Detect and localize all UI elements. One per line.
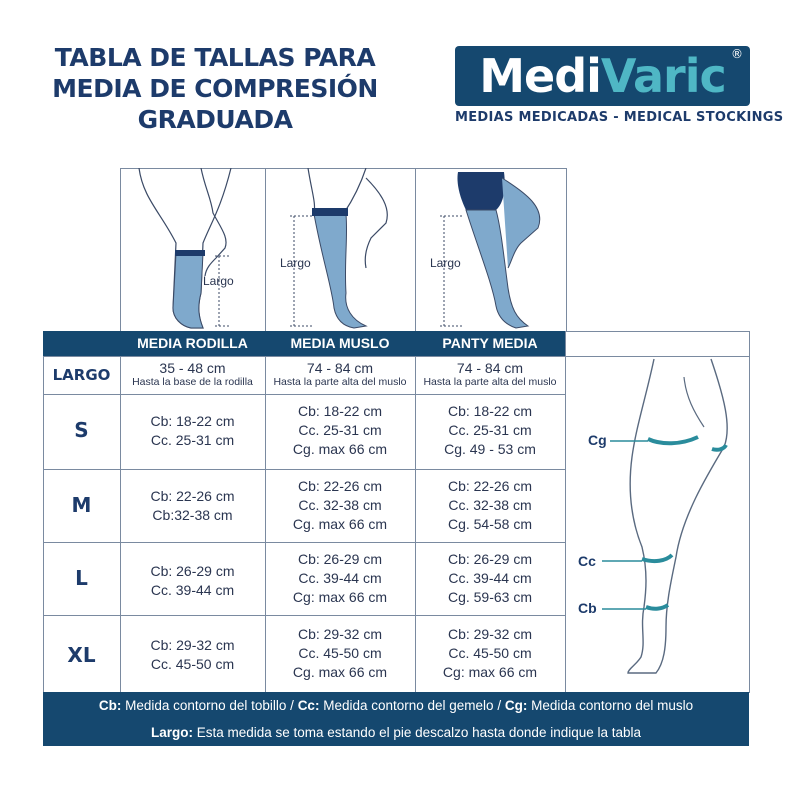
- largo-value: 74 - 84 cm: [456, 360, 524, 376]
- largo-value: 35 - 48 cm: [159, 360, 226, 376]
- largo-cell: [415, 360, 565, 388]
- cell-line: Cg. 59-63 cm: [447, 589, 533, 605]
- title-line-2: MEDIA DE COMPRESIÓN: [52, 74, 378, 103]
- legend-label-cc: Cc: [578, 553, 596, 569]
- column-header-panty-media: PANTY MEDIA: [442, 335, 538, 351]
- table-cell: [265, 625, 415, 682]
- cell-line: Cb: 22-26 cm: [447, 478, 533, 494]
- cell-line: Cg. 49 - 53 cm: [444, 441, 536, 457]
- largo-note: Hasta la parte alta del muslo: [423, 376, 557, 388]
- cell-line: Cc. 25-31 cm: [448, 422, 532, 438]
- cell-line: Cb: 18-22 cm: [447, 403, 533, 419]
- brand-tagline: MEDIAS MEDICADAS - MEDICAL STOCKINGS: [455, 110, 784, 125]
- cell-line: Cb: 29-32 cm: [447, 626, 533, 642]
- cell-line: Cc. 32-38 cm: [448, 497, 532, 513]
- table-cell: [120, 636, 265, 674]
- row-label-size-m: M: [71, 493, 92, 517]
- cell-line: Cc. 45-50 cm: [298, 645, 382, 661]
- cell-line: Cb: 18-22 cm: [297, 403, 383, 419]
- cell-line: Cc. 39-44 cm: [150, 582, 235, 598]
- footer-cc-key: Cc:: [297, 698, 320, 713]
- largo-label: Largo: [203, 274, 234, 288]
- table-cell: [415, 550, 565, 607]
- largo-label: Largo: [430, 256, 461, 270]
- title-line-3: GRADUADA: [137, 105, 293, 134]
- footer-largo-desc: Esta medida se toma estando el pie descalzo hasta donde indique la tabla: [192, 725, 642, 740]
- largo-cell: [120, 360, 265, 388]
- footer-cg-key: Cg:: [504, 698, 528, 713]
- table-cell: [120, 487, 265, 525]
- cell-line: Cg. max 66 cm: [292, 664, 388, 680]
- largo-note: Hasta la base de la rodilla: [132, 376, 253, 388]
- footer-largo-key: Largo:: [150, 725, 193, 740]
- footer-cc-text: Medida contorno del gemelo /: [319, 698, 505, 713]
- footer-largo-text: [43, 725, 749, 740]
- largo-cell: [265, 360, 415, 388]
- table-cell: [265, 402, 415, 459]
- cell-line: Cc. 32-38 cm: [298, 497, 382, 513]
- cell-line: Cb: 22-26 cm: [150, 488, 235, 504]
- logo-medi: Medi: [479, 49, 601, 103]
- legend-label-cb: Cb: [578, 600, 597, 616]
- cell-line: Cg. max 66 cm: [292, 516, 388, 532]
- cell-line: Cc. 25-31 cm: [150, 432, 235, 448]
- footer-legend-text: [43, 698, 749, 713]
- cell-line: Cg. 54-58 cm: [447, 516, 533, 532]
- title-line-1: TABLA DE TALLAS PARA: [54, 43, 376, 72]
- cell-line: Cc. 45-50 cm: [150, 656, 235, 672]
- cell-line: Cg: max 66 cm: [442, 664, 538, 680]
- cell-line: Cb: 26-29 cm: [150, 563, 235, 579]
- registered-mark: ®: [731, 47, 743, 61]
- footer-cb-key: Cb:: [98, 698, 122, 713]
- cell-line: Cb: 26-29 cm: [297, 551, 383, 567]
- cell-line: Cb:32-38 cm: [152, 507, 233, 523]
- table-cell: [415, 625, 565, 682]
- cell-line: Cc. 39-44 cm: [448, 570, 532, 586]
- cell-line: Cc. 39-44 cm: [298, 570, 382, 586]
- cell-line: Cb: 29-32 cm: [150, 637, 235, 653]
- footer-cg-text: Medida contorno del muslo: [527, 698, 694, 713]
- table-cell: [415, 477, 565, 534]
- cell-line: Cg. max 66 cm: [292, 441, 388, 457]
- table-cell: [265, 477, 415, 534]
- table-cell: [120, 412, 265, 450]
- legend-label-cg: Cg: [588, 432, 607, 448]
- column-header-media-muslo: MEDIA MUSLO: [290, 335, 390, 351]
- cell-line: Cg: max 66 cm: [292, 589, 388, 605]
- cell-line: Cb: 18-22 cm: [150, 413, 235, 429]
- row-label-size-l: L: [75, 566, 88, 590]
- cell-line: Cb: 22-26 cm: [297, 478, 383, 494]
- row-label-size-s: S: [74, 418, 89, 442]
- table-cell: [415, 402, 565, 459]
- column-header-media-rodilla: MEDIA RODILLA: [137, 335, 248, 351]
- measurement-leg-icon: [566, 357, 749, 691]
- cell-line: Cc. 25-31 cm: [298, 422, 382, 438]
- table-cell: [120, 562, 265, 600]
- cell-line: Cc. 45-50 cm: [448, 645, 532, 661]
- logo-varic: Varic: [600, 49, 726, 103]
- row-label-largo: LARGO: [52, 366, 111, 384]
- largo-value: 74 - 84 cm: [306, 360, 374, 376]
- footer-cb-text: Medida contorno del tobillo /: [121, 698, 298, 713]
- cell-line: Cb: 26-29 cm: [447, 551, 533, 567]
- row-label-size-xl: XL: [67, 643, 96, 667]
- largo-note: Hasta la parte alta del muslo: [273, 376, 407, 388]
- table-cell: [265, 550, 415, 607]
- cell-line: Cb: 29-32 cm: [297, 626, 383, 642]
- largo-label: Largo: [280, 256, 311, 270]
